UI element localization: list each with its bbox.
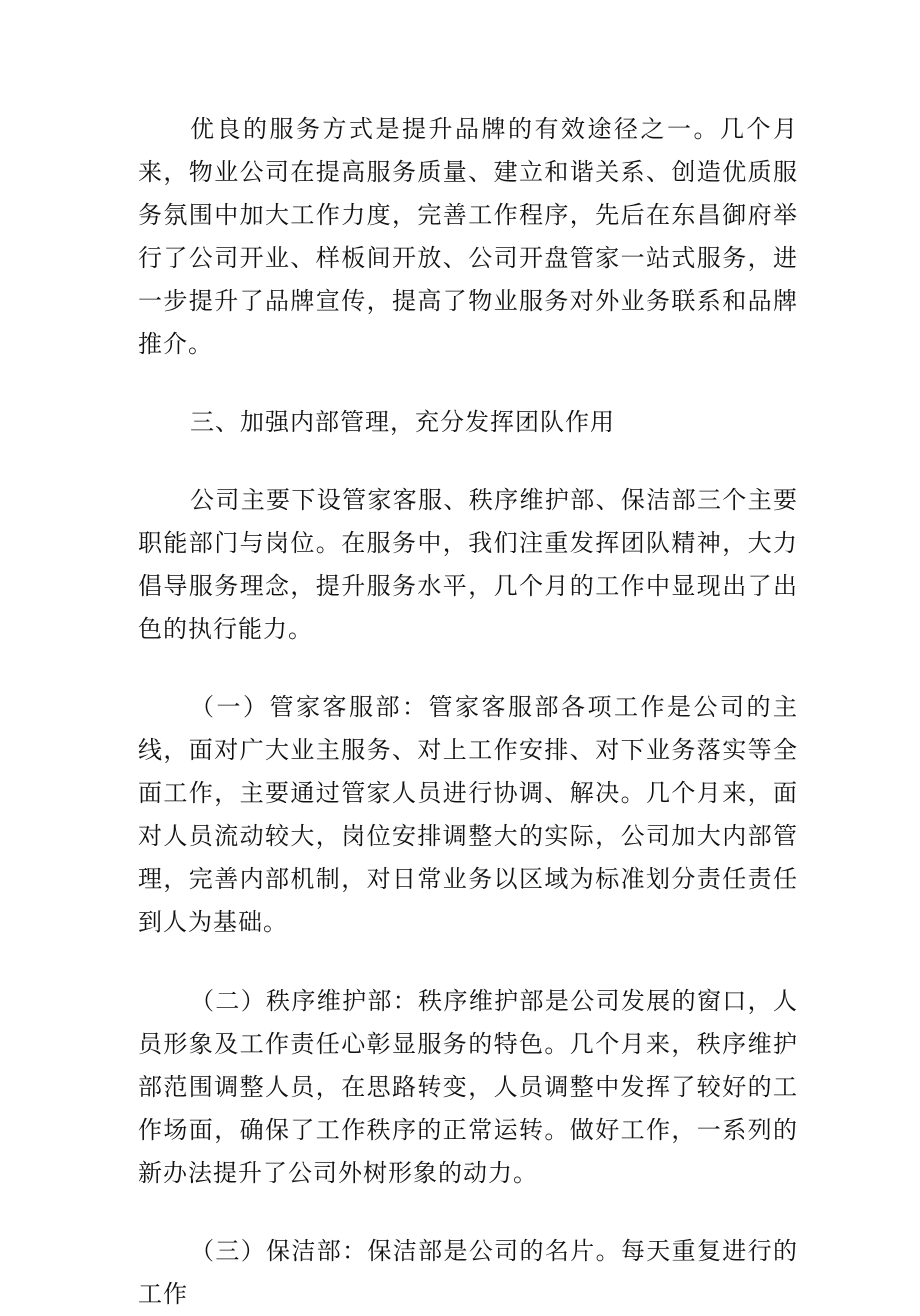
paragraph-departments: 公司主要下设管家客服、秩序维护部、保洁部三个主要职能部门与岗位。在服务中，我们注重发挥团队精神，大力倡导服务理念，提升服务水平，几个月的工作中显现出了出色的执行能力。 xyxy=(138,486,798,643)
paragraph-spacer xyxy=(138,366,798,401)
paragraph-butler-service: （一）管家客服部：管家客服部各项工作是公司的主线，面对广大业主服务、对上工作安排、对下业务落实等全面工作，主要通过管家人员进行协调、解决。几个月来，面对人员流动较大，岗位安排调整大的实际，公司加大内部管理，完善内部机制，对日常业务以区域为标准划分责任责任到人为基础。 xyxy=(138,693,798,936)
document-body xyxy=(138,108,798,1316)
paragraph-spacer xyxy=(138,1195,798,1230)
paragraph-cleaning: （三）保洁部：保洁部是公司的名片。每天重复进行的工作 xyxy=(138,1237,798,1308)
paragraph-order-maintenance: （二）秩序维护部：秩序维护部是公司发展的窗口，人员形象及工作责任心彰显服务的特色。几个月来，秩序维护部范围调整人员，在思路转变，人员调整中发挥了较好的工作场面，确保了工作秩序的正常运转。做好工作，一系列的新办法提升了公司外树形象的动力。 xyxy=(138,987,798,1187)
paragraph-spacer xyxy=(138,651,798,686)
paragraph-spacer xyxy=(138,944,798,980)
section-heading-internal-management: 三、加强内部管理，充分发挥团队作用 xyxy=(190,408,615,436)
paragraph-brand-service: 优良的服务方式是提升品牌的有效途径之一。几个月来，物业公司在提高服务质量、建立和谐关系、创造优质服务氛围中加大工作力度，完善工作程序，先后在东昌御府举行了公司开业、样板间开放、公司开盘管家一站式服务，进一步提升了品牌宣传，提高了物业服务对外业务联系和品牌推介。 xyxy=(138,115,798,358)
paragraph-spacer xyxy=(138,444,798,479)
